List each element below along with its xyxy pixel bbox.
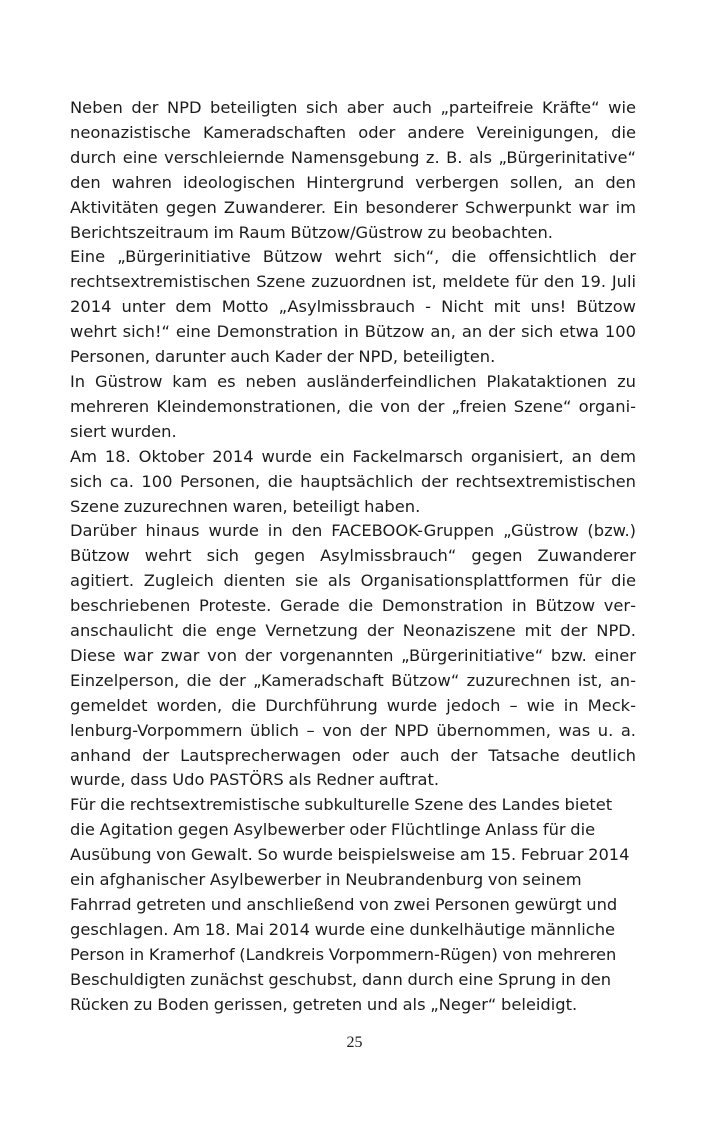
page-body (70, 96, 636, 1018)
paragraph-torch-march: Am 18. Oktober 2014 wurde ein Fackelmarsch organisiert, an dem sich ca. 100 Personen, die hauptsächlich der rechtsextremistischen Szene zuzurechnen waren, beteiligt haben. (70, 446, 636, 516)
paragraph-guestrow-actions: In Güstrow kam es neben ausländerfeindlichen Plakataktionen zu mehreren Kleindemonstrationen, die von der „freien Szene“ organisiert wurden. (70, 371, 636, 441)
page-number: 25 (346, 1034, 363, 1051)
paragraph-facebook-groups: Darüber hinaus wurde in den FACEBOOK-Gruppen „Güstrow (bzw.) Bützow wehrt sich gegen Asylmissbrauch“ gegen Zuwanderer agitiert. Zugleich dienten sie als Organisationsplattformen für die beschriebenen Proteste. Gerade die Demonstration in Bützow veranschaulicht die enge Vernetzung der Neonaziszene mit der NPD. Diese war zwar von der vorgenannten „Bürgerinitiative“ bzw. einer Einzelperson, die der „Kameradschaft Bützow“ zuzurechnen ist, angemeldet worden, die Durchführung wurde jedoch – wie in Mecklenburg-Vorpommern üblich – von der NPD übernommen, was u. a. anhand der Lautsprecherwagen oder auch der Tatsache deutlich wurde, dass Udo PASTÖRS als Redner auftrat. (70, 521, 636, 790)
paragraph-npd-free-forces: Neben der NPD beteiligten sich aber auch „parteifreie Kräfte“ wie neonazistische Kameradschaften oder andere Vereinigungen, die durch eine verschleiernde Namensgebung z. B. als „Bürgerinitative“ den wahren ideologischen Hintergrund verbergen sollen, an den Aktivitäten gegen Zuwanderer. Ein besonderer Schwerpunkt war im Berichtszeitraum im Raum Bützow/Güstrow zu beobachten. (70, 98, 636, 242)
paragraph-violence: Für die rechtsextremistische subkulturelle Szene des Landes bietet die Agitation gegen Asylbewerber oder Flüchtlinge Anlass für die Ausübung von Gewalt. So wurde beispielsweise am 15. Februar 2014 ein afghanischer Asylbewerber in Neubrandenburg von seinem Fahrrad getreten und anschließend von zwei Personen gewürgt und geschlagen. Am 18. Mai 2014 wurde eine dunkelhäutige männliche Person in Kramerhof (Landkreis Vorpommern-Rügen) von mehreren Beschuldigten zunächst geschubst, dann durch eine Sprung in den Rücken zu Boden gerissen, getreten und als „Neger“ beleidigt. (70, 795, 630, 1014)
paragraph-buetzow-demonstration: Eine „Bürgerinitiative Bützow wehrt sich“, die offensichtlich der rechtsextremistischen Szene zuzuordnen ist, meldete für den 19. Juli 2014 unter dem Motto „Asylmissbrauch - Nicht mit uns! Bützow wehrt sich!“ eine Demonstration in Bützow an, an der sich etwa 100 Personen, darunter auch Kader der NPD, beteiligten. (70, 247, 636, 367)
